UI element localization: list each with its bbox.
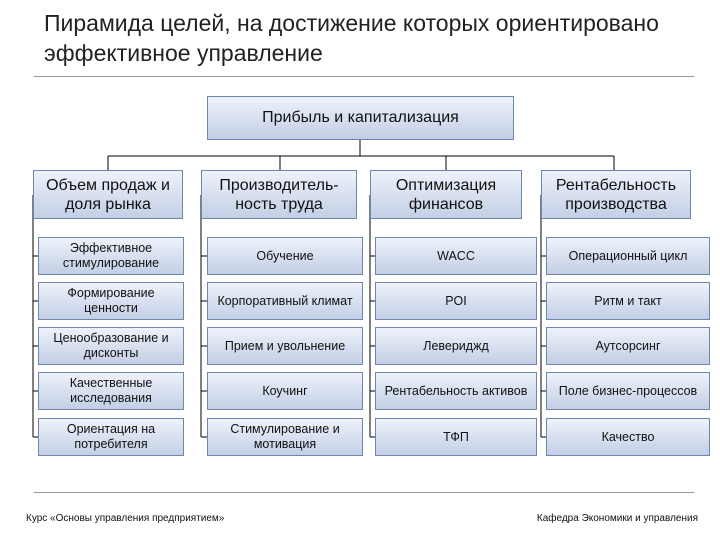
category-sales: Объем продаж и доля рынка bbox=[33, 170, 183, 219]
goal-item: Формирование ценности bbox=[38, 282, 184, 320]
goal-item: Операционный цикл bbox=[546, 237, 710, 275]
goal-item: Коучинг bbox=[207, 372, 363, 410]
goal-item: ТФП bbox=[375, 418, 537, 456]
goal-item: Аутсорсинг bbox=[546, 327, 710, 365]
goal-item: Эффективное стимулирование bbox=[38, 237, 184, 275]
goal-item: Ритм и такт bbox=[546, 282, 710, 320]
category-profitability: Рентабельность производства bbox=[541, 170, 691, 219]
goal-item: Стимулирование и мотивация bbox=[207, 418, 363, 456]
category-productivity: Производитель-ность труда bbox=[201, 170, 357, 219]
footer-department: Кафедра Экономики и управления bbox=[536, 513, 698, 524]
goal-item: WACC bbox=[375, 237, 537, 275]
goal-item: Прием и увольнение bbox=[207, 327, 363, 365]
goal-item: Обучение bbox=[207, 237, 363, 275]
goal-item: Качественные исследования bbox=[38, 372, 184, 410]
footer-divider bbox=[34, 492, 694, 493]
goal-item: Поле бизнес-процессов bbox=[546, 372, 710, 410]
goal-item: Ориентация на потребителя bbox=[38, 418, 184, 456]
goal-item: POI bbox=[375, 282, 537, 320]
goal-item: Корпоративный климат bbox=[207, 282, 363, 320]
top-goal-box: Прибыль и капитализация bbox=[207, 96, 514, 140]
goal-item: Рентабельность активов bbox=[375, 372, 537, 410]
footer-course: Курс «Основы управления предприятием» bbox=[26, 513, 225, 524]
category-finance: Оптимизация финансов bbox=[370, 170, 522, 219]
goal-item: Ценообразование и дисконты bbox=[38, 327, 184, 365]
goal-item: Качество bbox=[546, 418, 710, 456]
goal-item: Левериджд bbox=[375, 327, 537, 365]
page-title: Пирамида целей, на достижение которых ориентировано эффективное управление bbox=[44, 10, 659, 66]
